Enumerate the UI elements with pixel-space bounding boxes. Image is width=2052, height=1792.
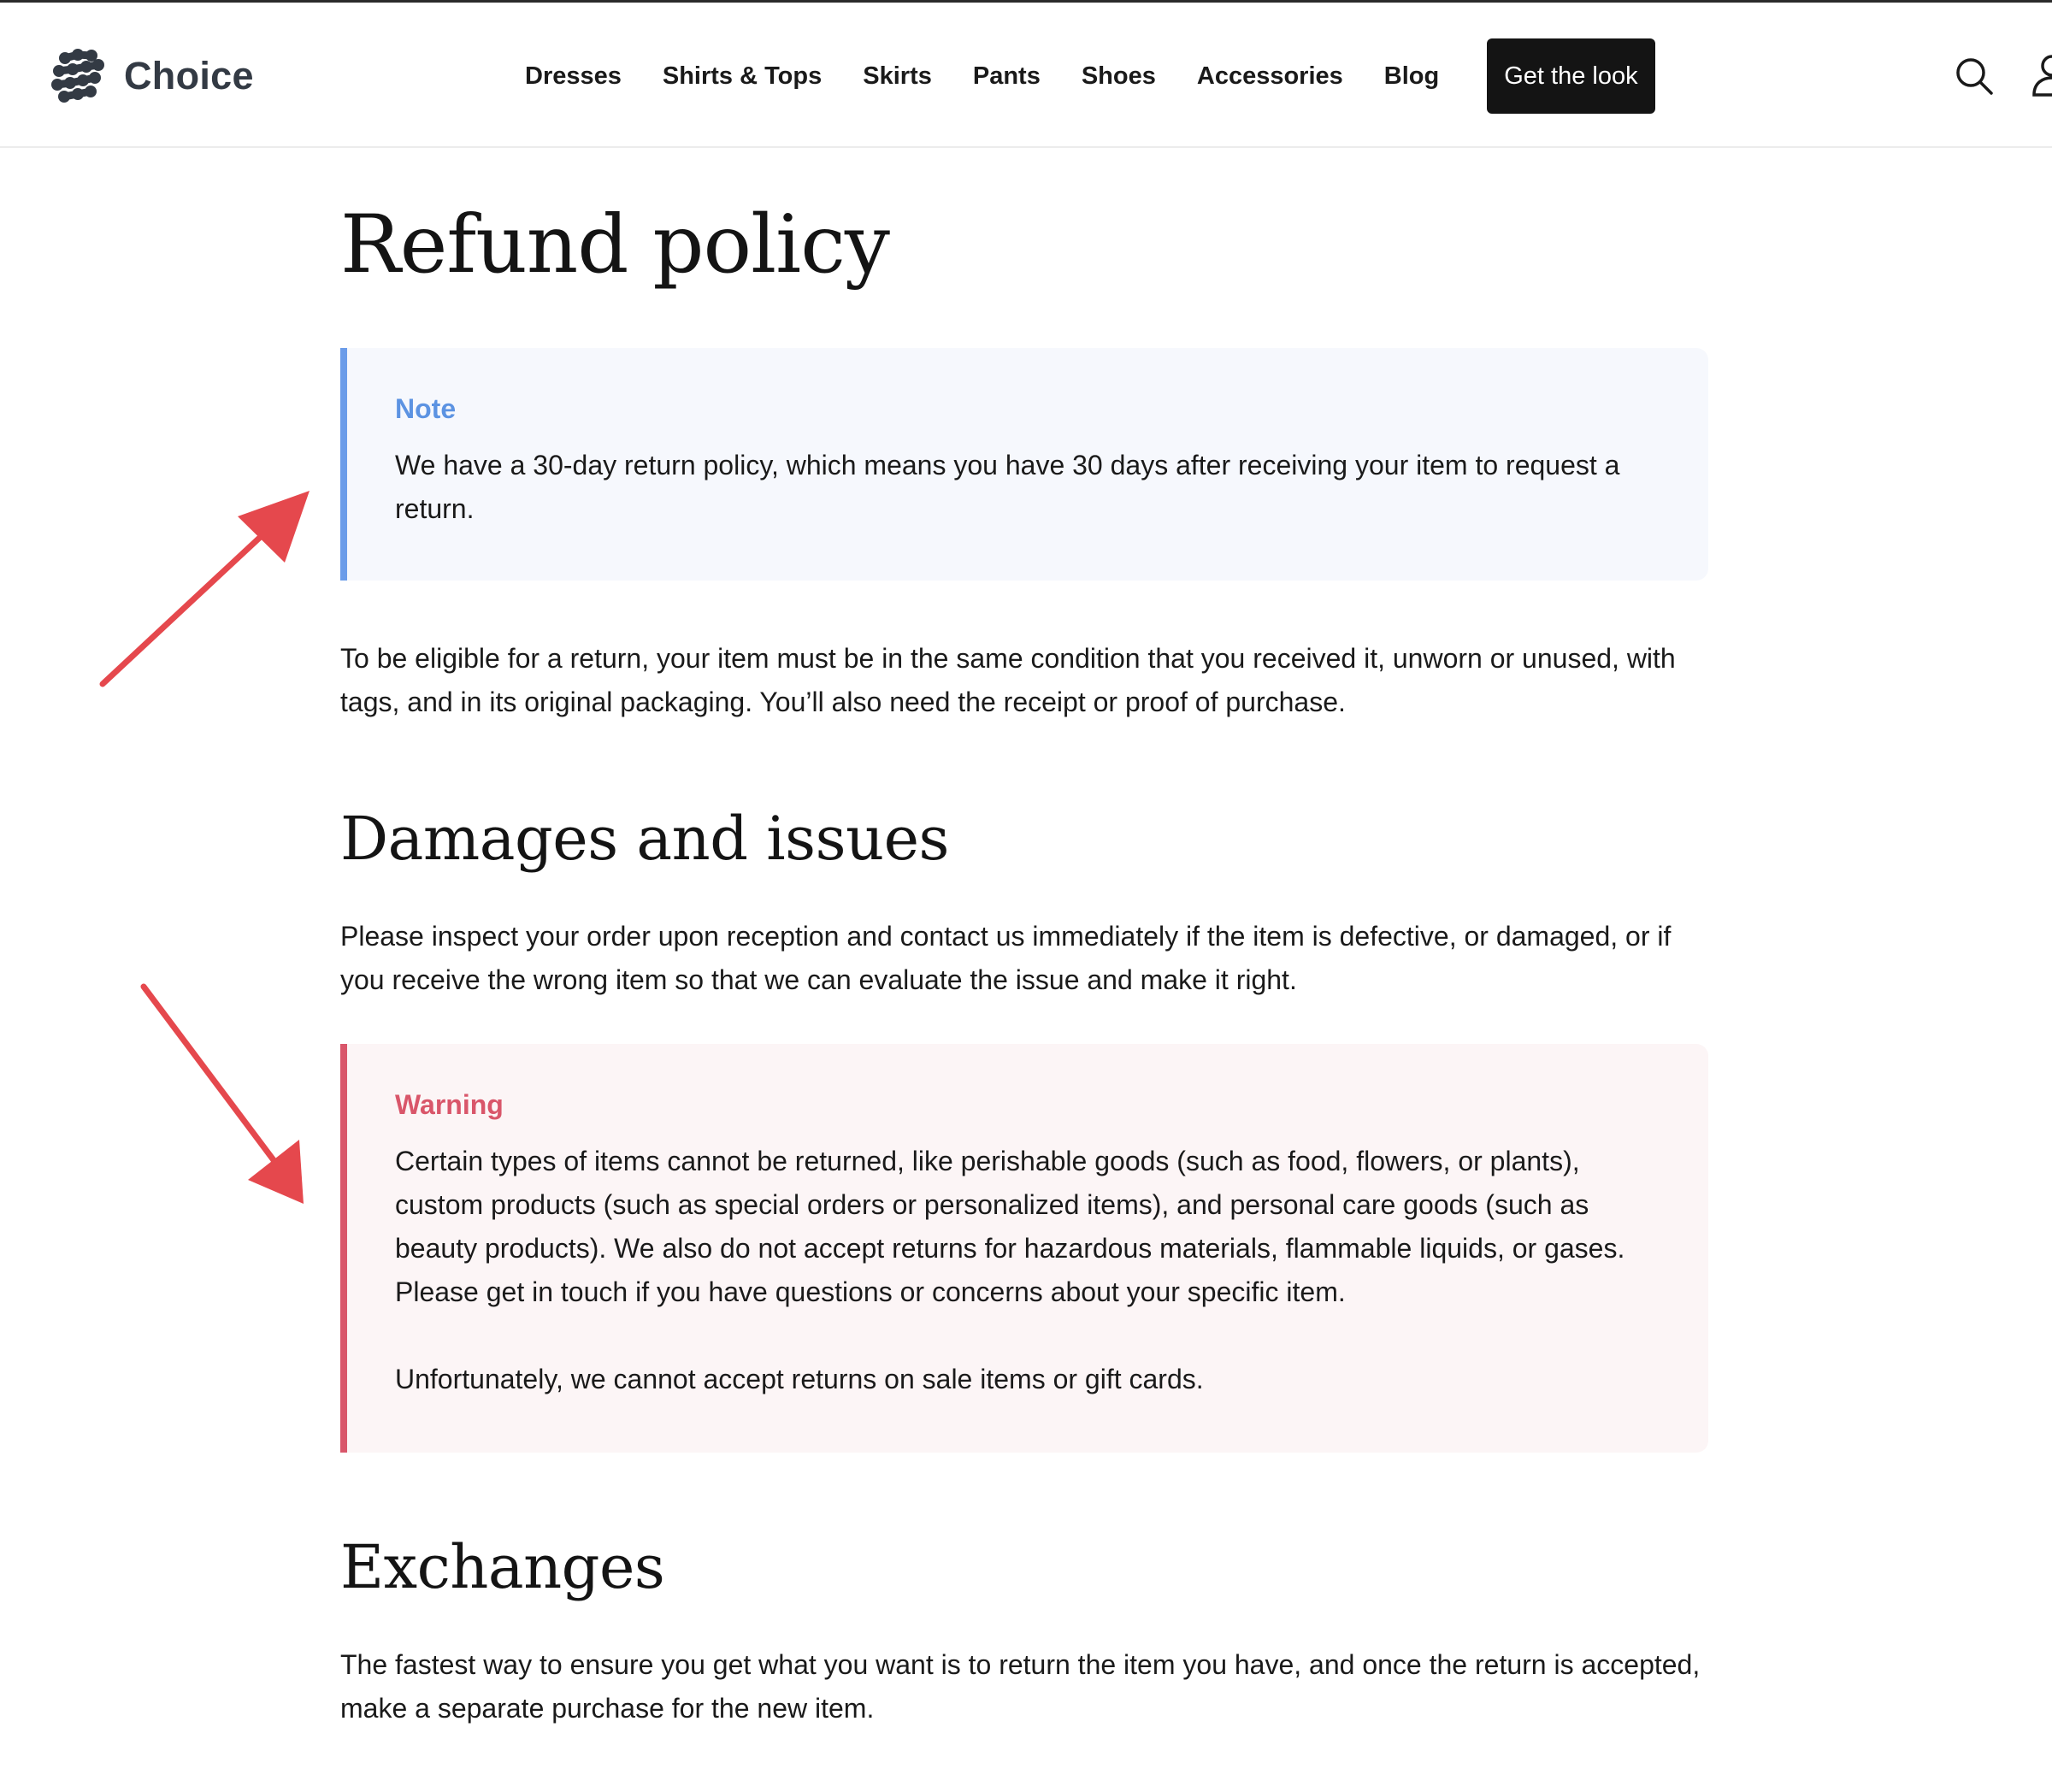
nav-item-blog[interactable]: Blog	[1383, 62, 1440, 90]
site-header	[0, 3, 2052, 148]
annotation-arrow-up-icon	[86, 479, 325, 701]
nav-item-pants[interactable]: Pants	[972, 62, 1041, 90]
eligibility-paragraph: To be eligible for a return, your item must be in the same condition that you received it, unworn or unused, with tags, and in its original packaging. You’ll also need the receipt or proof of purchase.	[340, 643, 1676, 717]
warning-title: Warning	[395, 1089, 504, 1120]
exchanges-paragraph: The fastest way to ensure you get what you want is to return the item you have, and once the return is accepted, make a separate purchase for the new item.	[340, 1649, 1701, 1724]
nav-item-accessories[interactable]: Accessories	[1196, 62, 1343, 90]
note-body: We have a 30-day return policy, which means you have 30 days after receiving your item to request a return.	[395, 450, 1620, 525]
nav-item-skirts[interactable]: Skirts	[863, 62, 932, 90]
search-icon[interactable]	[1955, 56, 1994, 96]
warning-body: Certain types of items cannot be returned, like perishable goods (such as food, flowers, or plants), custom products (such as special orders or personalized items), and personal care goods (such as beauty products). We also do not accept returns for hazardous materials, flammable liquids, or gases. Please get in touch if you have questions or concerns about your specific item.	[395, 1146, 1625, 1308]
brand-logo[interactable]	[47, 44, 254, 109]
warning-body-secondary: Unfortunately, we cannot accept returns on sale items or gift cards.	[395, 1364, 1204, 1395]
exchanges-heading: Exchanges	[340, 1532, 665, 1602]
nav-item-shirts-tops[interactable]: Shirts & Tops	[662, 62, 823, 90]
damages-heading: Damages and issues	[340, 804, 949, 874]
nav-item-dresses[interactable]: Dresses	[525, 62, 622, 90]
choice-logo-icon	[47, 45, 109, 107]
damages-paragraph: Please inspect your order upon reception and contact us immediately if the item is defective, or damaged, or if you receive the wrong item so that we can evaluate the issue and make it right.	[340, 921, 1672, 995]
brand-name: Choice	[124, 54, 254, 97]
page-title: Refund policy	[340, 198, 889, 292]
note-title: Note	[395, 393, 457, 424]
note-callout	[340, 348, 1708, 581]
warning-callout	[340, 1044, 1708, 1453]
user-icon[interactable]	[2031, 54, 2052, 97]
nav-item-shoes[interactable]: Shoes	[1081, 62, 1156, 90]
get-the-look-button[interactable]: Get the look	[1487, 38, 1654, 114]
main-nav	[525, 38, 1655, 114]
annotation-arrow-down-icon	[128, 975, 325, 1214]
